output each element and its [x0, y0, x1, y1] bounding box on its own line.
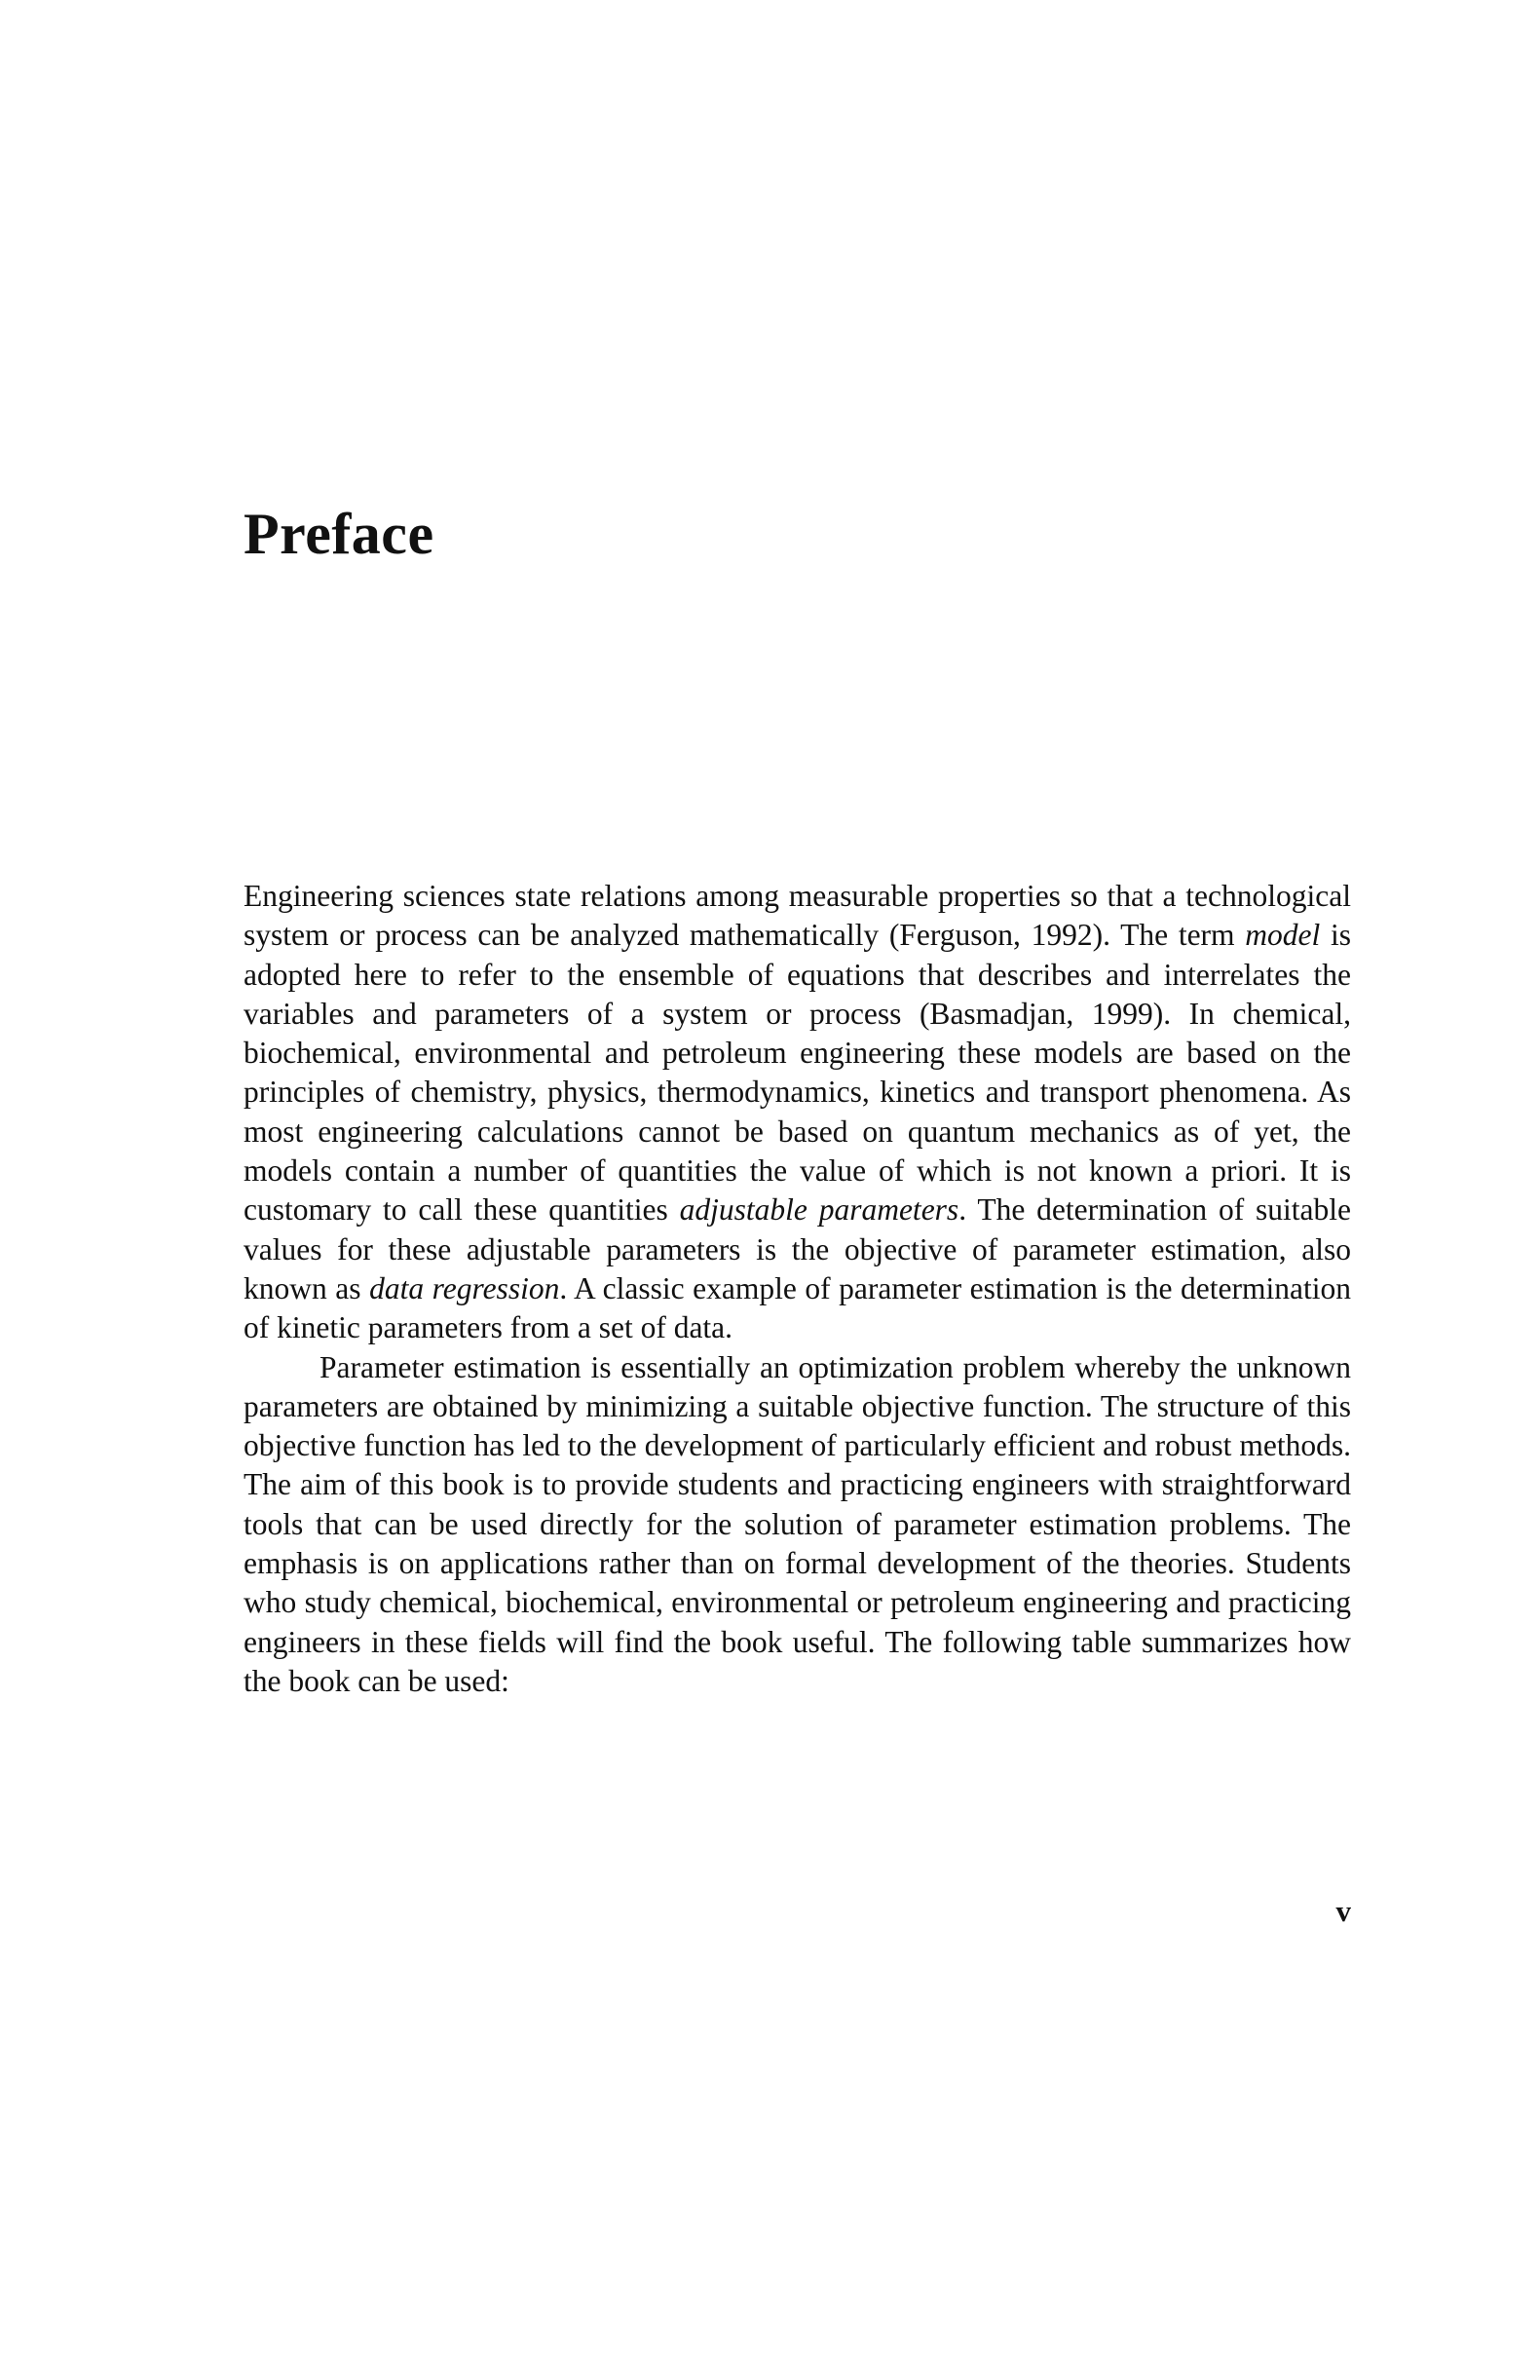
paragraph-1-text-b: is adopted here to refer to the ensemble of equations that describes and interrelates the variables and parameters of a system or process (Basmadjan, 1999). In chemical, biochemical, environmental and petroleum engineering these models are based on the principles of chemistry, physics, thermodynamics, kinetics and transport phenomena. As most engineering calculations cannot be based on quantum mechanics as of yet, the models contain a number of quantities the value of which is not known a priori. It is customary to call these quantities [244, 918, 1351, 1228]
paragraph-1 [244, 877, 1351, 1348]
paragraph-1-text-a: Engineering sciences state relations among measurable properties so that a technological system or process can be analyzed mathematically (Ferguson, 1992). The term [244, 879, 1351, 953]
term-model: model [1245, 918, 1321, 953]
page-number: v [1335, 1894, 1351, 1928]
paragraph-1-text-c: . The determination of suitable values for these adjustable parameters is the objective of parameter estimation, also known as [244, 1192, 1351, 1305]
chapter-title: Preface [244, 502, 434, 566]
term-adjustable-parameters: adjustable parameters [679, 1192, 959, 1228]
paragraph-2: Parameter estimation is essentially an optimization problem whereby the unknown parameters are obtained by minimizing a suitable objective function. The structure of this objective function has led to the development of particularly efficient and robust methods. The aim of this book is to provide students and practicing engineers with straightforward tools that can be used directly for the solution of parameter estimation problems. The emphasis is on applications rather than on formal development of the theories. Students who study chemical, biochemical, environmental or petroleum engineering and practicing engineers in these fields will find the book useful. The following table summarizes how the book can be used: [244, 1349, 1351, 1698]
term-data-regression: data regression [369, 1270, 560, 1305]
paragraph-1-text-d: . A classic example of parameter estimation is the determination of kinetic parameters from a set of data. [244, 1270, 1351, 1345]
preface-body [244, 877, 1351, 1701]
